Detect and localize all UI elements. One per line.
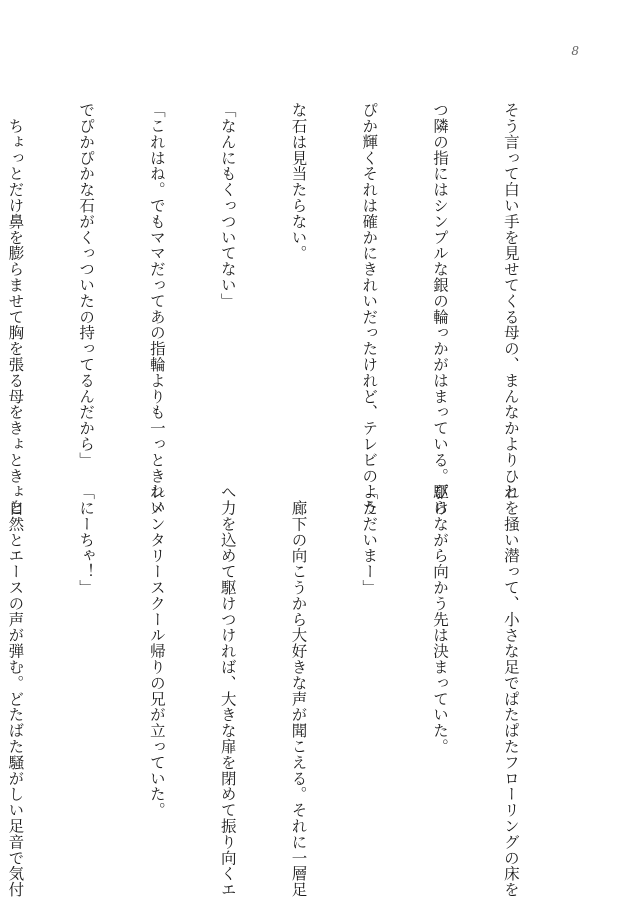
text-block-lower <box>6 484 569 898</box>
text-line: 駆けながら向かう先は決まっていた。 <box>431 484 450 755</box>
dialogue-line: 「ただいまー」 <box>360 484 379 596</box>
text-line: そう言って白い手を見せてくる母の、まんなかよりひと <box>501 102 520 500</box>
text-line: 廊下の向こうから大好きな声が聞こえる。それに一層足 <box>289 484 308 898</box>
text-line: れを掻い潜って、小さな足でぱたぱたフローリングの床を <box>501 484 520 898</box>
text-line: レメンタリースクール帰りの兄が立っていた。 <box>147 484 166 818</box>
text-line: 自然とエースの声が弾む。どたばた騒がしい足音で気付 <box>6 484 25 898</box>
text-line: ちょっとだけ鼻を膨らませて胸を張る母をきょときょと <box>6 102 25 516</box>
text-line: な石は見当たらない。 <box>289 102 308 261</box>
dialogue-line: 「これはね。でもママだってあの指輪よりも一っときれい <box>147 102 166 516</box>
dialogue-line: でぴかぴかな石がくっついたの持ってるんだから」 <box>77 102 96 468</box>
dialogue-line: 「なんにもくっついてない」 <box>218 102 237 309</box>
text-block-upper <box>6 102 569 516</box>
text-line: ぴか輝くそれは確かにきれいだったけれど、テレビのよう <box>360 102 379 516</box>
page-number: 8 <box>571 44 579 58</box>
text-line: つ隣の指にはシンプルな銀の輪っかがはまっている。ぴら <box>431 102 450 516</box>
dialogue-line: 「にーちゃ！」 <box>77 484 96 596</box>
text-line: へ力を込めて駆けつければ、大きな扉を閉めて振り向くエ <box>218 484 237 898</box>
